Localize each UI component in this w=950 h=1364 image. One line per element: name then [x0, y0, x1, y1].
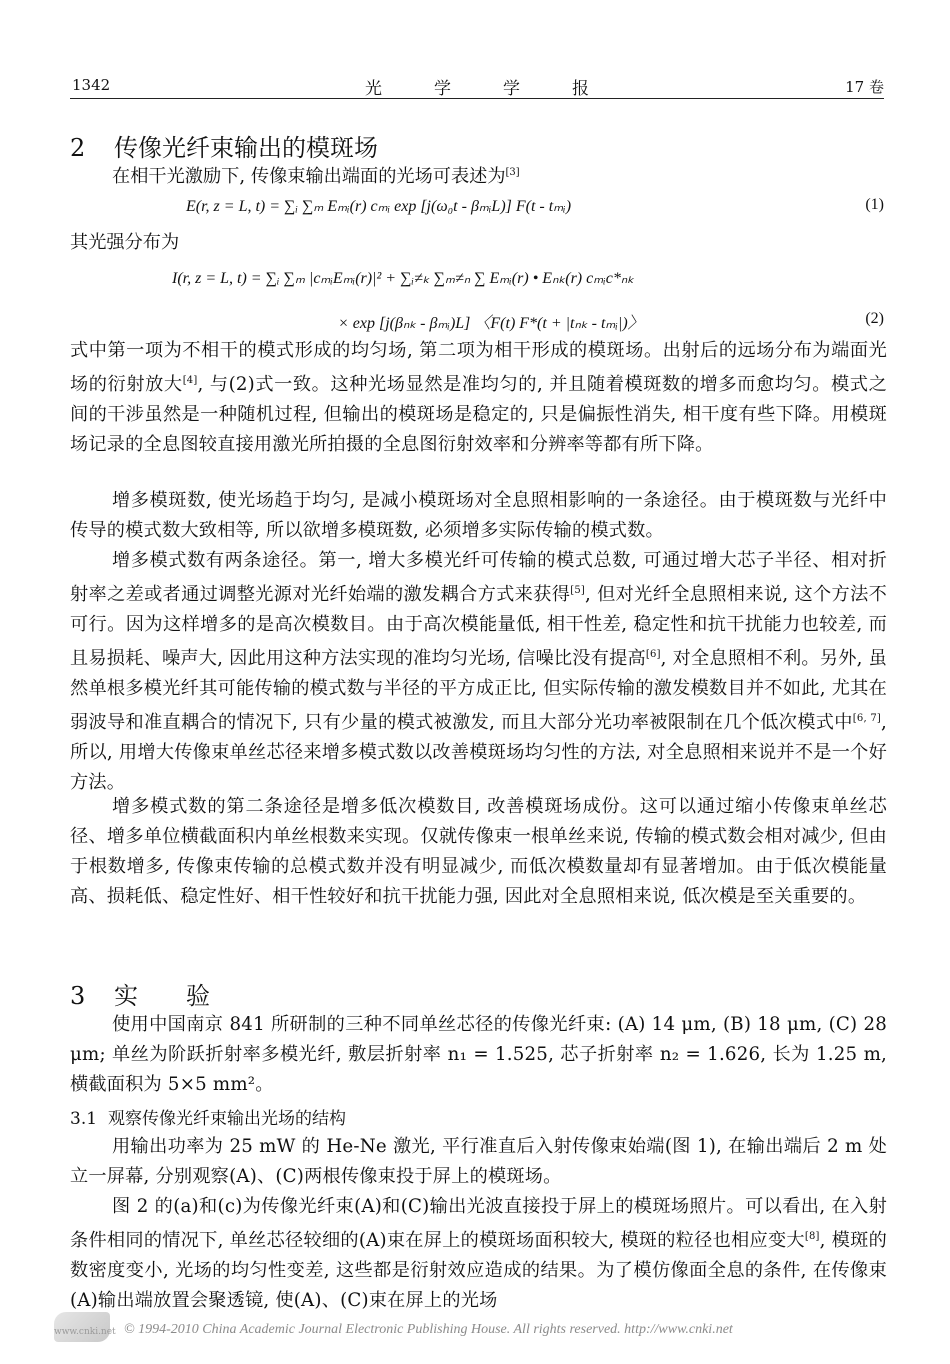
copyright-text: © 1994-2010 China Academic Journal Electronic Publishing House. All rights reserved. http://www.cnki.net [124, 1322, 733, 1337]
page-number: 1342 [72, 76, 111, 94]
citation: [3] [505, 166, 520, 178]
equation-2-number: (2) [865, 310, 884, 327]
section-3-heading [70, 976, 210, 1011]
citation: [6] [645, 649, 661, 661]
section-number: 2 [70, 134, 86, 162]
paragraph: 增多模式数有两条途径。第一, 增大多模光纤可传输的模式总数, 可通过增大芯子半径、相对折射率之差或者通过调整光源对光纤始端的激发耦合方式来获得[5], 但对光纤全息照相来说, 这个方法不可行。因为这样增多的是高次模数目。由于高次模能量低, 相干性差, 稳定性和抗干扰能力也较差, 而且易损耗、噪声大, 因此用这种方法实现的准均匀光场, 信噪比没有提高[6], 对全息照相不利。另外, 虽然单根多模光纤其可能传输的模式数与半径的平方成正比, 但实际传输的激发模数目并不如此, 尤其在弱波导和准直耦合的情况下, 只有少量的模式被激发, 而且大部分光功率被限制在几个低次模式中[6, 7], 所以, 用增大传像束单丝芯径来增多模式数以改善模斑场均匀性的方法, 对全息照相来说并不是一个好方法。 [70, 550, 887, 794]
subsection-title: 观察传像光纤束输出光场的结构 [108, 1109, 346, 1129]
journal-title: 光学学报 [365, 79, 641, 99]
section-2-heading [70, 128, 378, 163]
citation: [6, 7] [852, 713, 881, 725]
citation: [8] [804, 1231, 820, 1242]
section-number: 3 [70, 982, 86, 1010]
running-header [70, 74, 884, 99]
section-2-intro: 在相干光激励下, 传像束输出端面的光场可表述为[3] [112, 166, 520, 187]
equation-1-number: (1) [865, 196, 884, 213]
intensity-intro: 其光强分布为 [70, 232, 180, 253]
section-title: 传像光纤束输出的模斑场 [114, 134, 378, 162]
copyright-footer [0, 1318, 950, 1348]
volume-label: 17 卷 [845, 78, 884, 96]
equation-1: E(r, z = L, t) = ∑ᵢ ∑ₘ Eₘᵢ(r) cₘᵢ exp [j(ω₀t - βₘᵢL)] F(t - tₘᵢ) [186, 198, 572, 215]
equation-2-line-2: × exp [j(βₙₖ - βₘᵢ)L] 〈F(t) F*(t + |tₙₖ - tₘᵢ|)〉 [338, 315, 644, 332]
subsection-3-1-heading [70, 1104, 346, 1129]
citation: [5] [570, 585, 586, 596]
paragraph: 使用中国南京 841 所研制的三种不同单丝芯径的传像光纤束: (A) 14 μm, (B) 18 μm, (C) 28 μm; 单丝为阶跃折射率多模光纤, 敷层折射率 n₁ = 1.525, 芯子折射率 n₂ = 1.626, 长为 1.25 m, 横截面积为 5×5 mm²。 [70, 1014, 887, 1095]
paragraph: 式中第一项为不相干的模式形成的均匀场, 第二项为相干形成的模斑场。出射后的远场分布为端面光场的衍射放大[4], 与(2)式一致。这种光场显然是准均匀的, 并且随着模斑数的增多而愈均匀。模式之间的干涉虽然是一种随机过程, 但输出的模斑场是稳定的, 只是偏振性消失, 相干度有些下降。用模斑场记录的全息图较直接用激光所拍摄的全息图衍射效率和分辨率等都有所下降。 [70, 340, 888, 456]
section-title: 实 验 [114, 982, 210, 1010]
equation-2-line-1: I(r, z = L, t) = ∑ᵢ ∑ₘ |cₘᵢEₘᵢ(r)|² + ∑ᵢ≠ₖ ∑ₘ≠ₙ ∑ Eₘᵢ(r) • Eₙₖ(r) cₘᵢc*ₙₖ [172, 270, 635, 287]
paragraph: 图 2 的(a)和(c)为传像光纤束(A)和(C)输出光波直接投于屏上的模斑场照片。可以看出, 在入射条件相同的情况下, 单丝芯径较细的(A)束在屏上的模斑场面积较大, 模斑的粒径也相应变大[8], 模斑的数密度变小, 光场的均匀性变差, 这些都是衍射效应造成的结果。为了模仿像面全息的条件, 在传像束(A)输出端放置会聚透镜, 使(A)、(C)束在屏上的光场 [70, 1196, 887, 1312]
paragraph: 用输出功率为 25 mW 的 He-Ne 激光, 平行准直后入射传像束始端(图 1), 在输出端后 2 m 处立一屏幕, 分别观察(A)、(C)两根传像束投于屏上的模斑场。 [70, 1136, 887, 1187]
paragraph: 增多模式数的第二条途径是增多低次模数目, 改善模斑场成份。这可以通过缩小传像束单丝芯径、增多单位横截面积内单丝根数来实现。仅就传像束一根单丝来说, 传输的模式数会相对减少, 但由于根数增多, 传像束传输的总模式数并没有明显减少, 而低次模数量却有显著增加。由于低次模能量高、损耗低、稳定性好、相干性较好和抗干扰能力强, 因此对全息照相来说, 低次模是至关重要的。 [70, 796, 887, 907]
citation: [4] [182, 375, 198, 386]
paragraph: 增多模斑数, 使光场趋于均匀, 是减小模斑场对全息照相影响的一条途径。由于模斑数与光纤中传导的模式数大致相等, 所以欲增多模斑数, 必须增多实际传输的模式数。 [70, 490, 887, 541]
cnki-logo: www.cnki.net [54, 1312, 110, 1342]
subsection-number: 3.1 [70, 1109, 98, 1129]
